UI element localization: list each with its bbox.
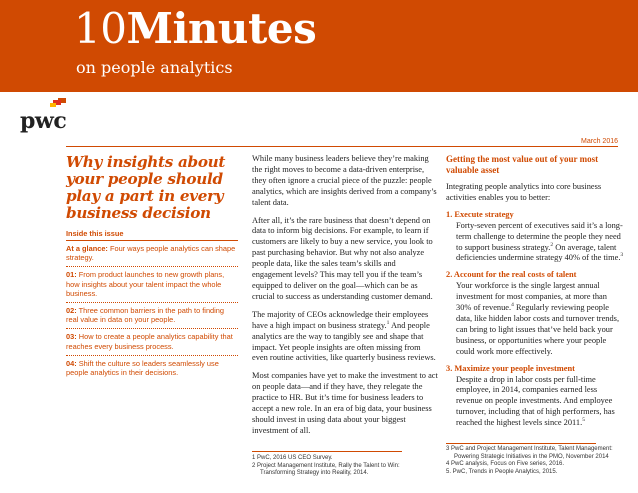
issue-text: From product launches to new growth plans, how insights about your talent impact the whole business. — [66, 270, 225, 298]
body-paragraph-4: Most companies have yet to make the investment to act on people data—and if they have, they relegate the practice to HR. But it’s time for business leaders to accept a new role. In an era of big data, your business should invest in using data about your biggest investment of all. — [252, 371, 438, 435]
benefit-body — [446, 221, 624, 265]
paragraph-text: And people analytics are the way to tangibly see and shape that impact. Yet people insights are often missing from even routine activities, like quarterly business reviews. — [252, 320, 436, 363]
issue-text: Four ways people analytics can shape strategy. — [66, 244, 236, 263]
footnote-ref: 1 — [386, 319, 390, 326]
issue-text: Shift the culture so leaders seamlessly use people analytics in their decisions. — [66, 358, 219, 378]
footnote-ref: 2 — [550, 241, 554, 248]
middle-column — [252, 154, 438, 444]
issue-item-03 — [66, 329, 238, 355]
top-divider — [66, 146, 618, 147]
benefit-text: Despite a drop in labor costs per full-time employee, in 2014, companies earned less revenue on people investments. And employee turnover, including that of high performers, has reached the highest levels since 2011. — [456, 374, 615, 428]
issue-lead: At a glance: — [66, 244, 108, 253]
benefit-title: 3. Maximize your people investment — [446, 363, 575, 373]
body-paragraph-2: After all, it’s the rare business that doesn’t depend on data to inform big decisions. For example, to learn if customers are likely to buy a new service, you look to past purchasing behavior. But why not also analyze people data, like the sales team’s skills and engagement levels? This may tell you if the team’s equipped to deliver on the goal—which can be as crucial to success as understanding customer demand. — [252, 215, 433, 301]
footnote-2: 2 Project Management Institute, Rally the Talent to Win: — [252, 462, 400, 469]
issue-text: How to create a people analytics capability that reaches every business process. — [66, 332, 233, 351]
issue-date: March 2016 — [581, 138, 618, 145]
issue-item-02 — [66, 303, 238, 329]
footnote-ref: 3 — [620, 252, 624, 259]
footnote-ref: 4 — [511, 302, 514, 309]
benefit-text: On average, talent deficiencies undermine strategy 40% of the time. — [456, 242, 621, 263]
benefit-item-1 — [446, 210, 624, 265]
footnote-1: 1 PwC, 2016 US CEO Survey. — [252, 455, 333, 461]
footnotes-middle — [252, 455, 438, 478]
issue-lead: 01: — [66, 270, 77, 280]
benefit-text: Your workforce is the single largest annual investment for most companies, at more than 30% of revenue. — [456, 281, 607, 313]
pwc-logo — [20, 98, 72, 134]
logo-mark-icon — [50, 98, 66, 108]
headline: Why insights about your people should play a part in every business decision — [66, 153, 226, 222]
benefit-text: Forty-seven percent of executives said it’s a long-term challenge to determine the people they need to support business strategy. — [456, 220, 623, 252]
issue-item-at-a-glance — [66, 241, 238, 267]
issue-item-01 — [66, 267, 238, 303]
right-column — [446, 154, 624, 435]
footnote-ref: 5 — [582, 417, 585, 424]
left-column — [66, 154, 238, 381]
banner-title-word: Minutes — [126, 4, 317, 53]
benefit-item-2 — [446, 270, 624, 357]
benefit-body — [446, 375, 624, 430]
footnote-3: 3 PwC and Project Management Institute, Talent Management: — [446, 446, 613, 452]
issue-item-04 — [66, 356, 238, 381]
benefit-title: 1. Execute strategy — [446, 209, 514, 219]
footnote-3-cont: Powering Strategic Initiatives in the PMO, November 2014 — [454, 453, 609, 460]
issue-text: Three common barriers in the path to finding real value in data on your people. — [66, 306, 225, 325]
issue-lead: 03: — [66, 332, 77, 342]
footnote-divider — [446, 443, 596, 444]
banner-title-number: 10 — [74, 4, 127, 53]
footnotes-right — [446, 446, 626, 476]
banner-title — [74, 4, 316, 54]
logo-text: pwc — [20, 108, 67, 134]
body-paragraph-1: While many business leaders believe they’re making the right moves to become a data-driven enterprise, they often ignore a crucial piece of the puzzle: people analytics, which are insights derived from a company’s talent data. — [252, 154, 437, 207]
benefit-body — [446, 281, 624, 357]
footnote-4: 4 PwC analysis, Focus on Five series, 2016. — [446, 461, 565, 468]
paragraph-text: The majority of CEOs acknowledge their employees have a high impact on business strategy. — [252, 309, 429, 330]
footnote-2-cont: Transforming Strategy into Reality, 2014. — [260, 470, 369, 477]
benefit-item-3 — [446, 364, 624, 429]
sidebar-title: Getting the most value out of your most valuable asset — [446, 154, 599, 175]
footnote-5: 5. PwC, Trends in People Analytics, 2015. — [446, 468, 558, 475]
banner-subtitle: on people analytics — [76, 58, 233, 77]
header-banner — [0, 0, 638, 92]
footnote-divider — [252, 451, 402, 452]
sidebar-intro: Integrating people analytics into core business activities enables you to better: — [446, 182, 602, 202]
issue-lead: 02: — [66, 306, 77, 316]
benefit-title: 2. Account for the real costs of talent — [446, 270, 577, 280]
body-paragraph-3 — [252, 310, 438, 365]
benefit-text: Regularly reviewing people data, like hidden labor costs and turnover trends, can bring to light issues that’ve held back your business, or opportunities where your people could work more effectively. — [456, 303, 620, 356]
inside-issue-label: Inside this issue — [66, 229, 238, 241]
issue-lead: 04: — [66, 358, 77, 368]
